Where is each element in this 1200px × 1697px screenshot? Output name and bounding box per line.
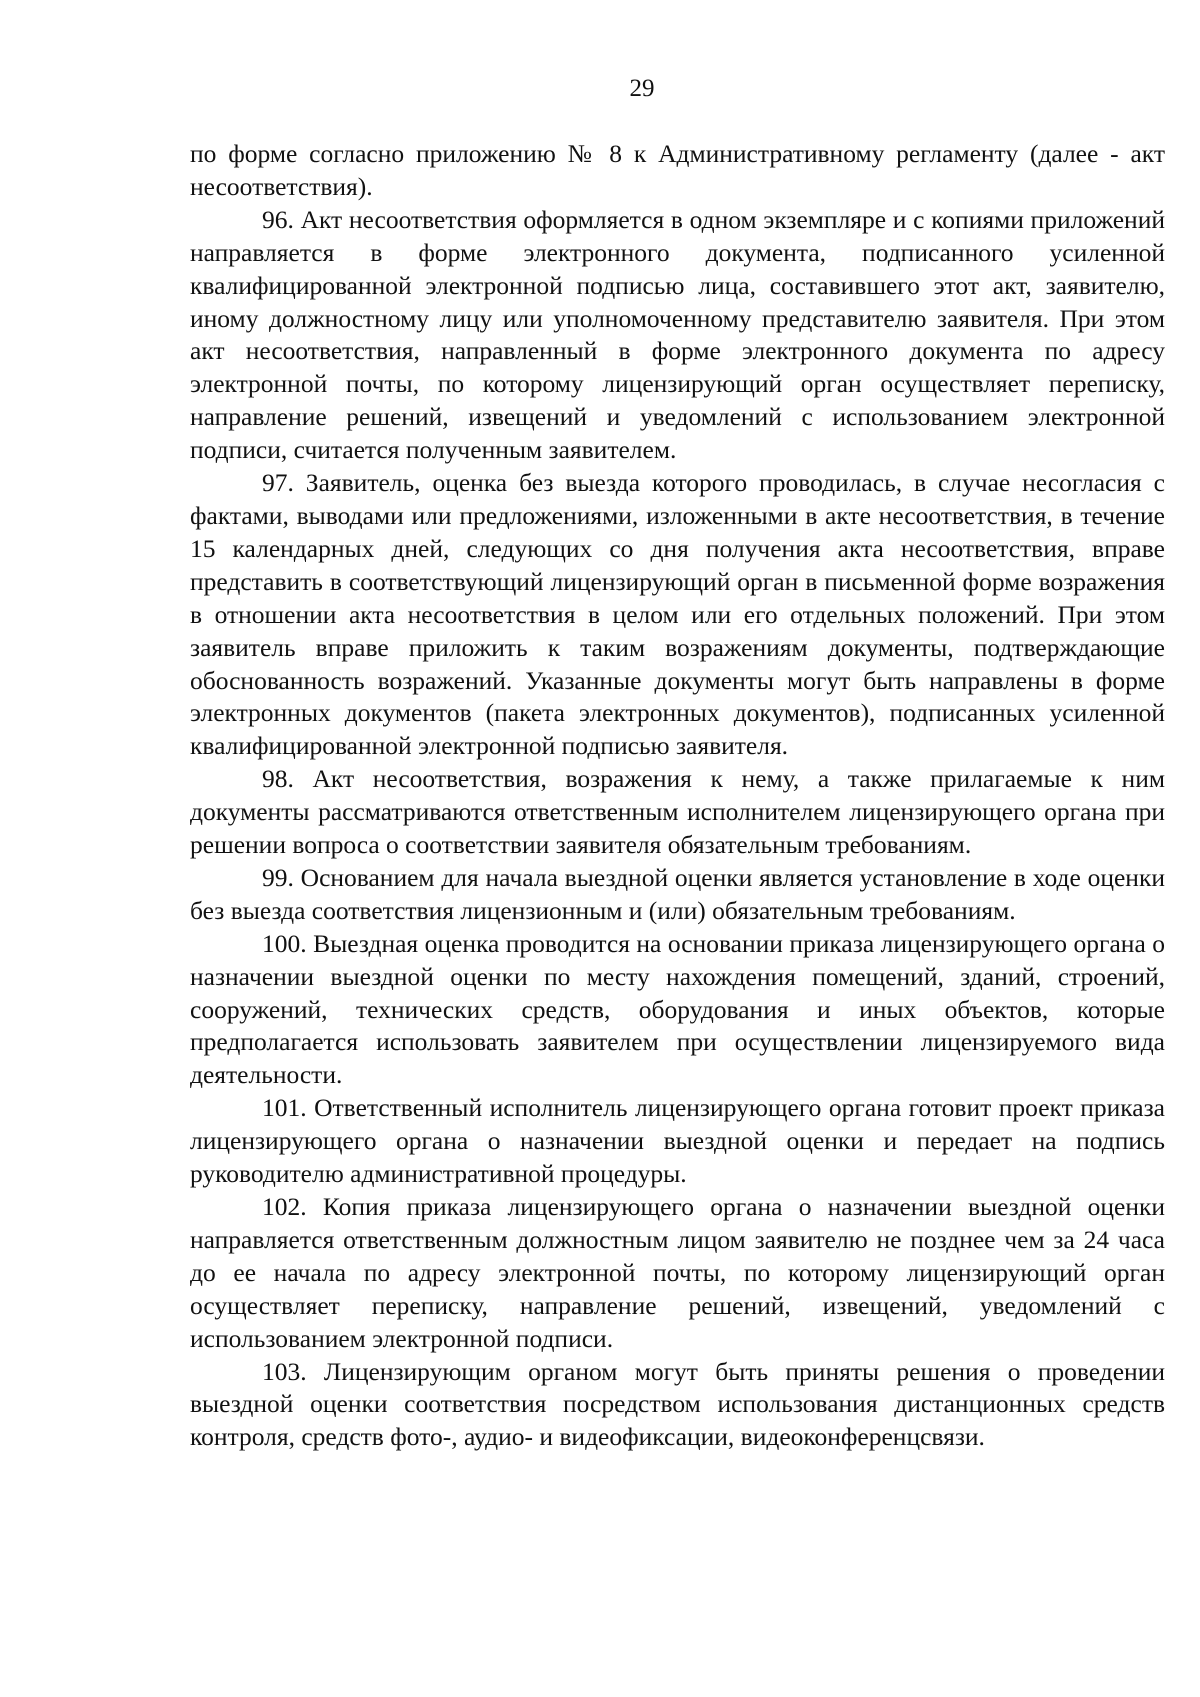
paragraph-continuation: по форме согласно приложению № 8 к Административному регламенту (далее - акт несоответствия). xyxy=(190,139,1165,201)
paragraph-102: 102. Копия приказа лицензирующего органа о назначении выездной оценки направляется ответственным должностным лицом заявителю не позднее чем за 24 часа до ее начала по адресу электронной почты, по которому лицензирующий орган осуществляет переписку, направление решений, извещений, уведомлений с использованием электронной подписи. xyxy=(190,1192,1165,1353)
paragraph-96: 96. Акт несоответствия оформляется в одном экземпляре и с копиями приложений направляется в форме электронного документа, подписанного усиленной квалифицированной электронной подписью лица, составившего этот акт, заявителю, иному должностному лицу или уполномоченному представителю заявителя. При этом акт несоответствия, направленный в форме электронного документа по адресу электронной почты, по которому лицензирующий орган осуществляет переписку, направление решений, извещений и уведомлений с использованием электронной подписи, считается полученным заявителем. xyxy=(190,204,1165,465)
paragraph-98: 98. Акт несоответствия, возражения к нему, а также прилагаемые к ним документы рассматриваются ответственным исполнителем лицензирующего органа при решении вопроса о соответствии заявителя обязательным требованиям. xyxy=(190,764,1165,860)
paragraph-101: 101. Ответственный исполнитель лицензирующего органа готовит проект приказа лицензирующего органа о назначении выездной оценки и передает на подпись руководителю административной процедуры. xyxy=(190,1093,1165,1189)
page-number: 29 xyxy=(629,75,655,102)
paragraph-100: 100. Выездная оценка проводится на основании приказа лицензирующего органа о назначении выездной оценки по месту нахождения помещений, зданий, строений, сооружений, технических средств, оборудования и иных объектов, которые предполагается использовать заявителем при осуществлении лицензируемого вида деятельности. xyxy=(190,928,1165,1090)
paragraph-99: 99. Основанием для начала выездной оценки является установление в ходе оценки без выезда соответствия лицензионным и (или) обязательным требованиям. xyxy=(190,862,1165,925)
paragraph-103: 103. Лицензирующим органом могут быть приняты решения о проведении выездной оценки соответствия посредством использования дистанционных средств контроля, средств фото-, аудио- и видеофиксации, видеоконференцсвязи. xyxy=(190,1356,1165,1452)
document-body xyxy=(190,138,1165,1454)
paragraph-97: 97. Заявитель, оценка без выезда которого проводилась, в случае несогласия с фактами, выводами или предложениями, изложенными в акте несоответствия, в течение 15 календарных дней, следующих со дня получения акта несоответствия, вправе представить в соответствующий лицензирующий орган в письменной форме возражения в отношении акта несоответствия в целом или его отдельных положений. При этом заявитель вправе приложить к таким возражениям документы, подтверждающие обоснованность возражений. Указанные документы могут быть направлены в форме электронных документов (пакета электронных документов), подписанных усиленной квалифицированной электронной подписью заявителя. xyxy=(190,468,1165,761)
